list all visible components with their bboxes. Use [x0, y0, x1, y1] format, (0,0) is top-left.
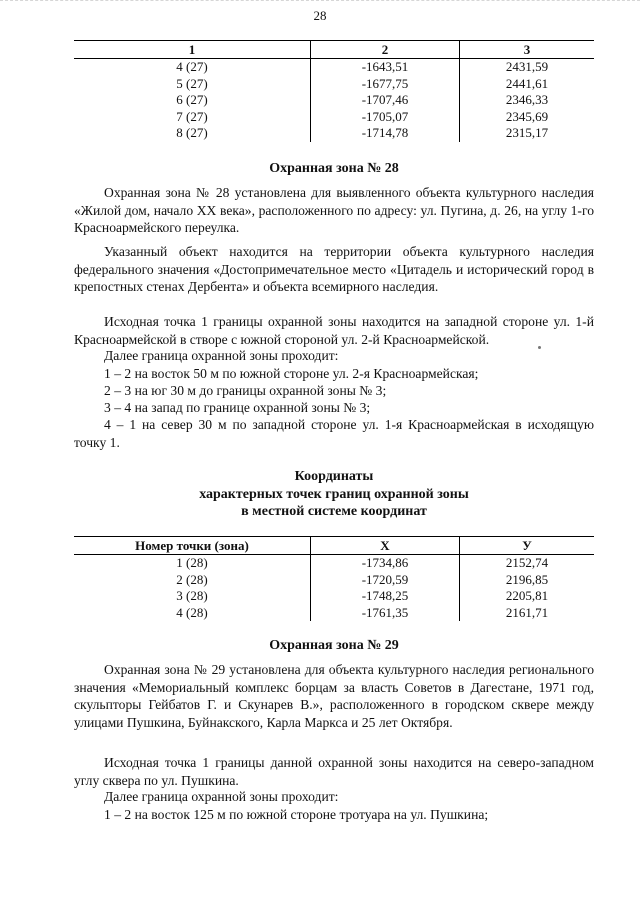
point-cell: 6 (27) [176, 92, 208, 108]
y-cell: 2441,61 [460, 76, 595, 93]
zone-28-segment-2: 2 – 3 на юг 30 м до границы охранной зоны № 3; [104, 383, 387, 398]
x-cell: -1707,46 [311, 92, 460, 109]
column-header: 3 [460, 41, 595, 59]
column-header: Номер точки (зона) [74, 537, 311, 555]
zone-28-paragraph-4: Далее граница охранной зоны проходит: [104, 348, 339, 363]
point-cell: 1 (28) [176, 555, 208, 571]
table-header-row [74, 41, 594, 59]
table-row [74, 59, 594, 76]
x-cell: -1705,07 [311, 109, 460, 126]
zone-29-paragraph-2: Исходная точка 1 границы данной охранной зоны находится на северо-западном углу сквера по ул. Пушкина. [74, 755, 594, 788]
point-cell: 2 (28) [176, 571, 208, 587]
column-header: 1 [74, 41, 311, 59]
column-header: У [460, 537, 595, 555]
point-cell: 8 (27) [176, 125, 208, 141]
coordinates-heading-line-2: характерных точек границ охранной зоны [199, 487, 469, 502]
table-row [74, 76, 594, 93]
zone-28-title: Охранная зона № 28 [269, 161, 399, 176]
point-cell: 3 (28) [176, 588, 208, 604]
zone-28-segment-1: 1 – 2 на восток 50 м по южной стороне ул. 2-я Красноармейская; [104, 366, 479, 381]
x-cell: -1748,25 [311, 588, 460, 605]
x-cell: -1677,75 [311, 76, 460, 93]
zone-28-paragraph-2: Указанный объект находится на территории объекта культурного наследия федерального значения «Достопримечательное место «Цитадель и исторический город в крепостных стенах Дербента» и объекта всемирного наследия. [74, 244, 594, 294]
column-header: 2 [311, 41, 460, 59]
table-row [74, 555, 594, 572]
table-row [74, 588, 594, 605]
y-cell: 2161,71 [460, 605, 595, 622]
scan-edge-artifact [0, 0, 640, 3]
coordinates-table-zone-28 [74, 536, 594, 621]
table-row [74, 109, 594, 126]
zone-28-paragraph-1: Охранная зона № 28 установлена для выявленного объекта культурного наследия «Жилой дом, начало XX века», расположенного по адресу: ул. Пугина, д. 26, на углу 1-го Красноармейского переулка. [74, 185, 594, 235]
coordinates-heading-line-3: в местной системе координат [241, 504, 427, 519]
table-row [74, 125, 594, 142]
table-row [74, 605, 594, 622]
coordinates-heading-line-1: Координаты [294, 469, 374, 484]
table-row [74, 92, 594, 109]
zone-29-title: Охранная зона № 29 [269, 638, 399, 653]
point-cell: 4 (28) [176, 604, 208, 620]
zone-28-paragraph-3: Исходная точка 1 границы охранной зоны находится на западной стороне ул. 1-й Красноармейской в створе с южной стороной ул. 2-й Красноармейской. [74, 314, 594, 347]
x-cell: -1720,59 [311, 572, 460, 589]
x-cell: -1643,51 [311, 59, 460, 76]
column-header: X [311, 537, 460, 555]
point-cell: 4 (27) [176, 59, 208, 75]
point-cell: 5 (27) [176, 75, 208, 91]
zone-28-segment-3: 3 – 4 на запад по границе охранной зоны № 3; [104, 400, 371, 415]
zone-29-segment-1: 1 – 2 на восток 125 м по южной стороне тротуара на ул. Пушкина; [104, 807, 489, 822]
x-cell: -1734,86 [311, 555, 460, 572]
y-cell: 2346,33 [460, 92, 595, 109]
x-cell: -1761,35 [311, 605, 460, 622]
y-cell: 2196,85 [460, 572, 595, 589]
scan-speck [538, 346, 541, 349]
y-cell: 2431,59 [460, 59, 595, 76]
y-cell: 2315,17 [460, 125, 595, 142]
y-cell: 2345,69 [460, 109, 595, 126]
y-cell: 2152,74 [460, 555, 595, 572]
zone-29-paragraph-3: Далее граница охранной зоны проходит: [104, 789, 339, 804]
table-row [74, 572, 594, 589]
y-cell: 2205,81 [460, 588, 595, 605]
table-header-row [74, 537, 594, 555]
x-cell: -1714,78 [311, 125, 460, 142]
zone-29-paragraph-1: Охранная зона № 29 установлена для объекта культурного наследия регионального значения «Мемориальный комплекс борцам за власть Советов в Дагестане, 1971 год, скульпторы Гейбатов Г. и Скунарев В.», расположенного в городском сквере между улицами Пушкина, Буйнакского, Карла Маркса и 25 лет Октября. [74, 662, 594, 730]
page-number: 28 [313, 8, 327, 23]
coordinates-table-continued [74, 40, 594, 142]
point-cell: 7 (27) [176, 108, 208, 124]
zone-28-segment-4: 4 – 1 на север 30 м по западной стороне ул. 1-я Красноармейская в исходящую точку 1. [74, 417, 594, 450]
